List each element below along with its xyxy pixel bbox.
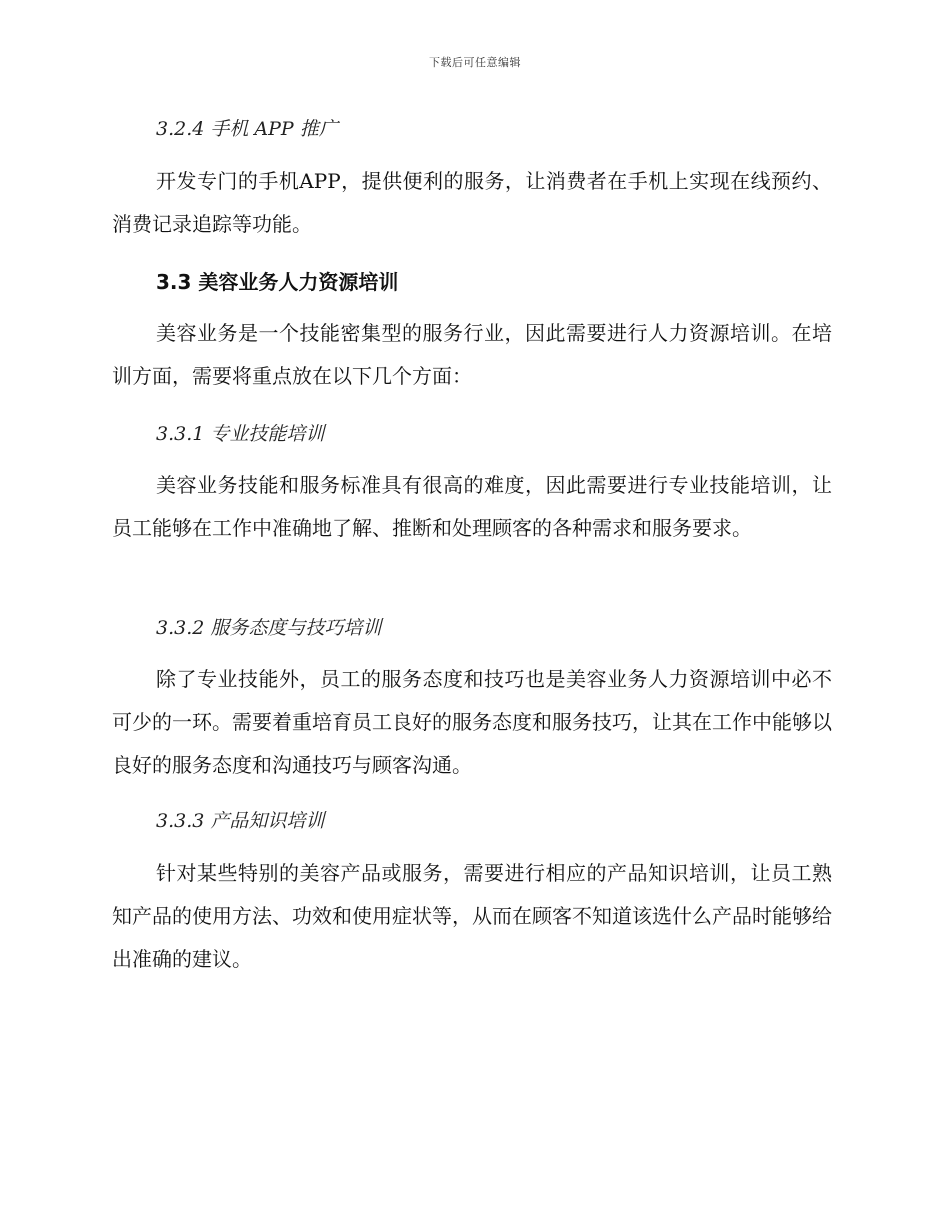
page-header: 下载后可任意编辑 (429, 56, 521, 69)
heading-3-3: 3.3 美容业务人力资源培训 (156, 270, 399, 294)
heading-3-3-1: 3.3.1 专业技能培训 (156, 423, 325, 445)
heading-3-3-2: 3.3.2 服务态度与技巧培训 (156, 617, 382, 639)
paragraph-3-3: 美容业务是一个技能密集型的服务行业，因此需要进行人力资源培训。在培训方面，需要将重点放在以下几个方面： (112, 321, 832, 388)
paragraph-3-3-1: 美容业务技能和服务标准具有很高的难度，因此需要进行专业技能培训，让员工能够在工作中准确地了解、推断和处理顾客的各种需求和服务要求。 (112, 473, 832, 540)
paragraph-3-2-4: 开发专门的手机APP，提供便利的服务，让消费者在手机上实现在线预约、消费记录追踪等功能。 (112, 169, 832, 236)
paragraph-3-3-2: 除了专业技能外，员工的服务态度和技巧也是美容业务人力资源培训中必不可少的一环。需要着重培育员工良好的服务态度和服务技巧，让其在工作中能够以良好的服务态度和沟通技巧与顾客沟通。 (112, 667, 832, 777)
heading-3-3-3: 3.3.3 产品知识培训 (156, 810, 325, 832)
paragraph-3-3-3: 针对某些特别的美容产品或服务，需要进行相应的产品知识培训，让员工熟知产品的使用方法、功效和使用症状等，从而在顾客不知道该选什么产品时能够给出准确的建议。 (112, 861, 832, 971)
heading-3-2-4: 3.2.4 手机 APP 推广 (156, 118, 338, 140)
